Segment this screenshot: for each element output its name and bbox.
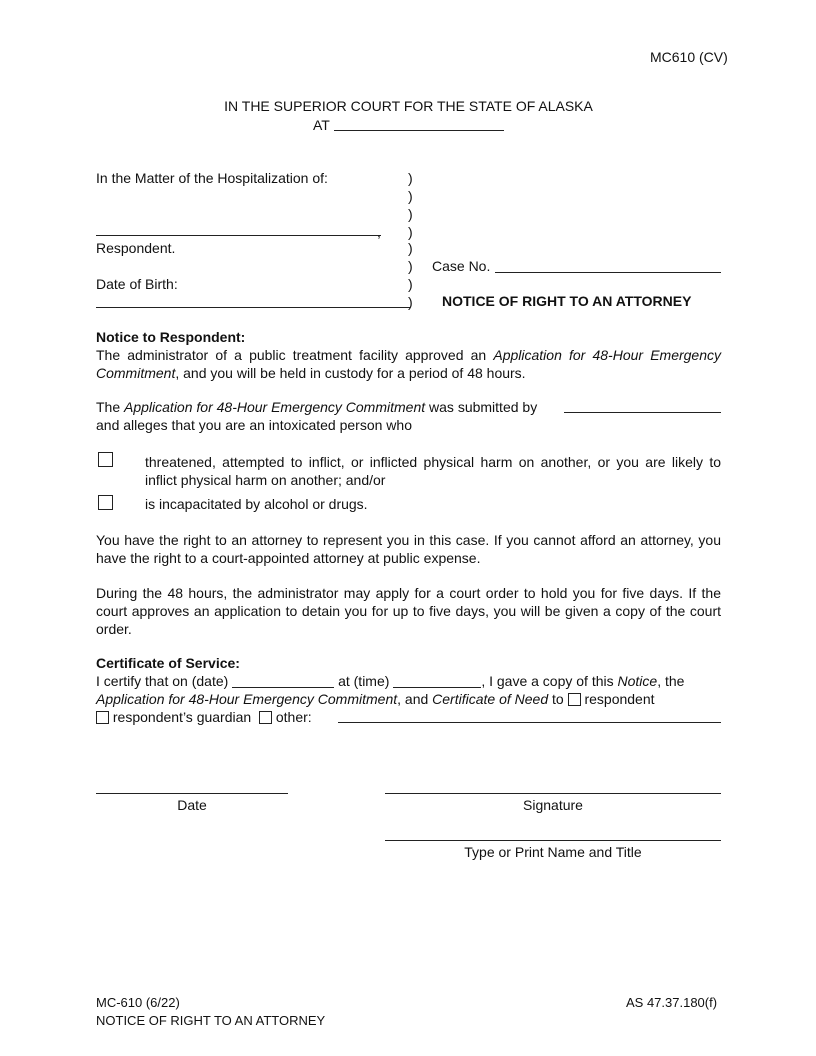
submitted-by-field[interactable] <box>564 412 721 413</box>
option-incapacitated-checkbox[interactable] <box>98 495 113 510</box>
court-location-field[interactable] <box>334 130 504 131</box>
certificate-heading: Certificate of Service: <box>96 655 240 671</box>
court-location-label: AT <box>313 117 330 133</box>
dob-label: Date of Birth: <box>96 276 178 292</box>
respondent-checkbox[interactable] <box>568 693 581 706</box>
alleges-text: and alleges that you are an intoxicated person who <box>96 417 412 433</box>
print-name-label: Type or Print Name and Title <box>464 844 642 860</box>
document-title: NOTICE OF RIGHT TO AN ATTORNEY <box>442 293 692 309</box>
certificate-line-1: I certify that on (date) at (time) , I gave a copy of this Notice, the <box>96 673 685 689</box>
date-label: Date <box>177 797 207 813</box>
matter-label: In the Matter of the Hospitalization of: <box>96 170 328 186</box>
other-recipient-field[interactable] <box>338 722 721 723</box>
signature-line[interactable] <box>385 793 721 794</box>
respondent-label: Respondent. <box>96 240 176 256</box>
caption-paren: ) <box>408 206 413 222</box>
certificate-line-2: Application for 48-Hour Emergency Commitment, and Certificate of Need to respondent <box>96 691 655 707</box>
service-date-field[interactable] <box>232 673 334 688</box>
option-harm-text: threatened, attempted to inflict, or inflicted physical harm on another, or you are likely to inflict physical harm on another; and/or <box>145 454 721 488</box>
caption-paren: ) <box>408 240 413 256</box>
dob-field[interactable] <box>96 307 410 308</box>
case-number-field[interactable] <box>495 272 721 273</box>
footer-form-id: MC-610 (6/22) <box>96 995 180 1010</box>
notice-paragraph-1: The administrator of a public treatment facility approved an Application for 48-Hour Emergency Commitment, and you will be held in custody for a period of 48 hours. <box>96 347 721 381</box>
respondent-name-field[interactable] <box>96 235 381 236</box>
signature-label: Signature <box>523 797 583 813</box>
notice-heading: Notice to Respondent: <box>96 329 246 345</box>
caption-paren: ) <box>408 258 413 274</box>
other-checkbox[interactable] <box>259 711 272 724</box>
caption-paren: ) <box>408 170 413 186</box>
service-time-field[interactable] <box>393 673 481 688</box>
caption-paren: ) <box>408 188 413 204</box>
option-incapacitated-text: is incapacitated by alcohol or drugs. <box>145 496 368 512</box>
respondent-comma: , <box>377 224 381 240</box>
footer-form-title: NOTICE OF RIGHT TO AN ATTORNEY <box>96 1013 326 1028</box>
caption-paren: ) <box>408 224 413 240</box>
caption-paren: ) <box>408 294 413 310</box>
print-name-line[interactable] <box>385 840 721 841</box>
five-day-paragraph: During the 48 hours, the administrator may apply for a court order to hold you for five days. If the court approves an application to detain you for up to five days, you will be given a copy of the court order. <box>96 585 721 637</box>
right-to-attorney-paragraph: You have the right to an attorney to represent you in this case. If you cannot afford an attorney, you have the right to a court-appointed attorney at public expense. <box>96 532 721 566</box>
guardian-checkbox[interactable] <box>96 711 109 724</box>
date-signature-line[interactable] <box>96 793 288 794</box>
footer-statute: AS 47.37.180(f) <box>626 995 718 1010</box>
caption-paren: ) <box>408 276 413 292</box>
form-code: MC610 (CV) <box>650 49 728 65</box>
court-heading: IN THE SUPERIOR COURT FOR THE STATE OF ALASKA <box>224 98 593 114</box>
case-number-label: Case No. <box>432 258 491 274</box>
submitted-by-text: The Application for 48-Hour Emergency Commitment was submitted by <box>96 399 538 415</box>
certificate-line-3: respondent’s guardian other: <box>96 709 312 725</box>
option-harm-checkbox[interactable] <box>98 452 113 467</box>
